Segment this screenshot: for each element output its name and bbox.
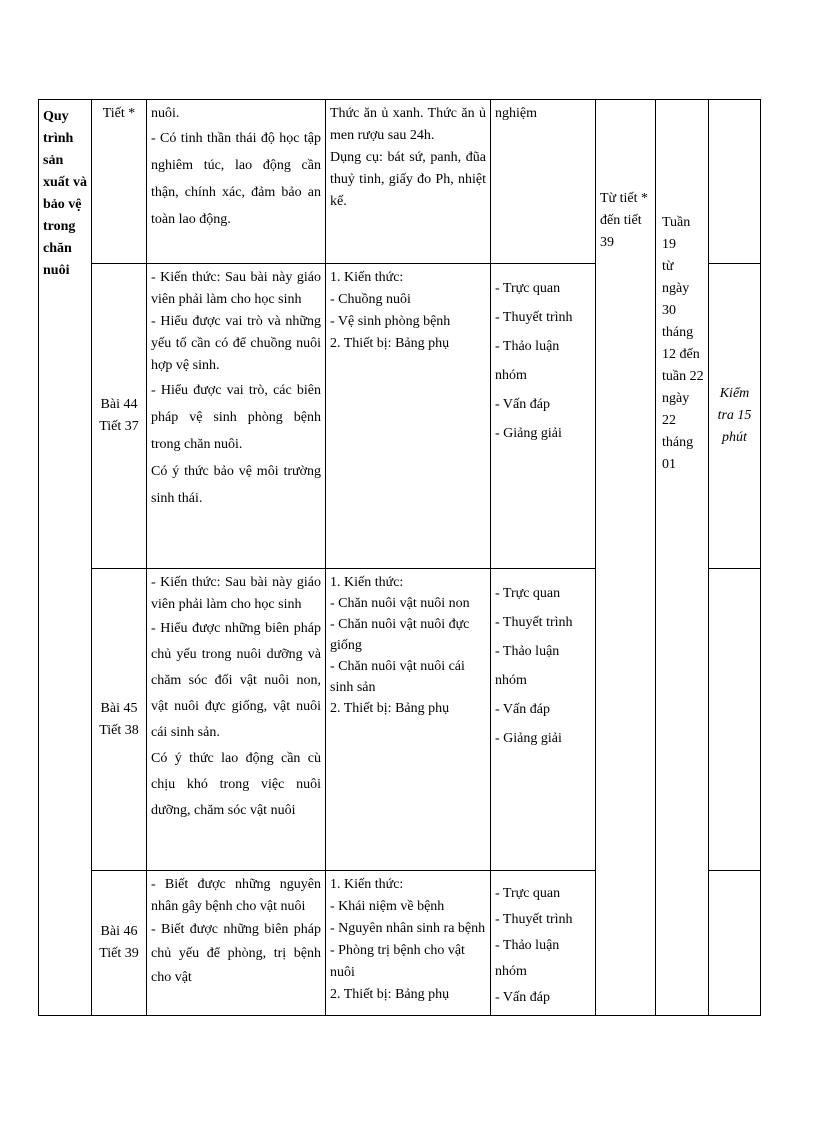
week-line: tháng [662, 435, 694, 450]
lesson-line: Bài 46 [100, 924, 138, 939]
method-line: - Vấn đáp [495, 702, 550, 717]
methods-cell [491, 264, 596, 569]
objective-line: Có ý thức bảo vệ môi trường sinh thái. [151, 464, 321, 506]
method-line: - Thuyết trình [495, 912, 573, 927]
material-line: - Nguyên nhân sinh ra bệnh [330, 921, 486, 936]
week-line: tuần 22 [662, 369, 704, 384]
method-line: nghiệm [495, 106, 537, 121]
method-line: - Trực quan [495, 586, 561, 601]
method-line: - Vấn đáp [495, 397, 550, 412]
material-line: 1. Kiến thức: [330, 877, 404, 892]
method-line: - Thuyết trình [495, 310, 573, 325]
lesson-plan-table [38, 99, 816, 1016]
table-row [39, 100, 816, 264]
lesson-line: Tiết 38 [99, 722, 139, 738]
lesson-cell [92, 871, 147, 1016]
method-line: - Thảo luận nhóm [495, 938, 560, 979]
materials-cell [326, 100, 491, 264]
method-line: - Thuyết trình [495, 615, 573, 630]
lesson-line: Tiết * [102, 106, 136, 121]
lesson-cell [92, 100, 147, 264]
material-line: 1. Kiến thức: [330, 575, 404, 590]
material-line: - Chăn nuôi vật nuôi đực giống [330, 617, 470, 653]
week-line: ngày 22 [662, 391, 690, 428]
objective-line: - Có tinh thần thái độ học tập nghiêm túc, lao động cần thận, chính xác, đảm bảo an toàn lao động. [151, 131, 321, 227]
week-line: 12 đến [662, 347, 700, 362]
objective-line: - Biết được những nguyên nhân gây bệnh cho vật nuôi [151, 877, 321, 914]
objectives-cell [147, 264, 326, 569]
objective-line: nuôi. [151, 106, 180, 121]
method-line: - Giảng giải [495, 426, 562, 441]
methods-cell [491, 569, 596, 871]
objectives-lines [151, 874, 321, 990]
objectives-lines [151, 103, 321, 233]
methods-lines [495, 579, 591, 753]
lesson-line: Tiết 37 [99, 419, 139, 434]
material-line: Thức ăn ủ xanh. Thức ăn ủ men rượu sau 24h. [330, 106, 486, 143]
materials-lines [330, 874, 486, 1006]
lesson-lines [96, 921, 142, 965]
week-line: từ ngày [662, 259, 690, 296]
material-line: 2. Thiết bị: Bảng phụ [330, 987, 450, 1002]
materials-lines [330, 103, 486, 213]
week-line: Tuần 19 [662, 215, 691, 252]
method-line: - Trực quan [495, 886, 561, 901]
lesson-lines [96, 394, 142, 438]
test-label: Kiểm tra 15 phút [717, 386, 752, 445]
objective-line: - Kiến thức: Sau bài này giáo viên phải làm cho học sinh [151, 270, 321, 307]
material-line: 2. Thiết bị: Bảng phụ [330, 336, 450, 351]
chapter-cell [39, 100, 92, 1016]
objective-line: Có ý thức lao động cần cù chịu khó trong việc nuôi dưỡng, chăm sóc vật nuôi [151, 751, 321, 818]
material-line: - Chăn nuôi vật nuôi non [330, 596, 470, 611]
objective-line: - Hiểu được những biên pháp chủ yếu trong nuôi dưỡng và chăm sóc đối vật nuôi non, vật nuôi đực giống, vật nuôi cái sinh sản. [151, 621, 321, 740]
method-line: - Giảng giải [495, 731, 562, 746]
objectives-lines [151, 572, 321, 824]
material-line: Dụng cụ: bát sứ, panh, đũa thuỷ tinh, giấy đo Ph, nhiệt kế. [330, 150, 486, 209]
lesson-line: Bài 44 [100, 397, 138, 412]
methods-cell [491, 100, 596, 264]
method-line: - Thảo luận nhóm [495, 644, 560, 688]
material-line: 1. Kiến thức: [330, 270, 404, 285]
materials-lines [330, 572, 486, 719]
week-line: 01 [662, 457, 676, 472]
material-line: - Chăn nuôi vật nuôi cái sinh sản [330, 659, 465, 695]
chapter-title: Quy trình sản xuất và bảo vệ trong chăn nuôi [43, 109, 87, 278]
material-line: - Phòng trị bệnh cho vật nuôi [330, 943, 465, 980]
method-line: - Trực quan [495, 281, 561, 296]
week-line: 30 [662, 303, 676, 318]
objectives-cell [147, 871, 326, 1016]
materials-cell [326, 569, 491, 871]
materials-cell [326, 264, 491, 569]
lesson-line: Bài 45 [100, 700, 138, 716]
method-line: - Thảo luận nhóm [495, 339, 560, 383]
objectives-lines [151, 267, 321, 512]
materials-lines [330, 267, 486, 355]
test-cell-empty [709, 569, 761, 871]
test-cell-empty [709, 871, 761, 1016]
material-line: - Khái niệm về bệnh [330, 899, 445, 914]
objective-line: - Hiểu được vai trò, các biên pháp vệ sinh phòng bệnh trong chăn nuôi. [151, 383, 321, 452]
methods-lines [495, 274, 591, 448]
lesson-line: Tiết 39 [99, 946, 139, 961]
material-line: - Vệ sinh phòng bệnh [330, 314, 451, 329]
objectives-cell [147, 100, 326, 264]
week-lines [662, 212, 704, 476]
week-line: tháng [662, 325, 694, 340]
test-cell-empty [709, 100, 761, 264]
methods-cell [491, 871, 596, 1016]
material-line: - Chuồng nuôi [330, 292, 411, 307]
week-range-cell [656, 100, 709, 1016]
lesson-cell [92, 264, 147, 569]
test-cell [709, 264, 761, 569]
methods-lines [495, 881, 591, 1011]
objectives-cell [147, 569, 326, 871]
period-range-text: Từ tiết * đến tiết 39 [600, 191, 649, 250]
objective-line: - Hiểu được vai trò và những yếu tố cần có để chuồng nuôi hợp vệ sinh. [151, 314, 321, 373]
lesson-lines [96, 103, 142, 125]
material-line: 2. Thiết bị: Bảng phụ [330, 701, 450, 716]
lesson-lines [96, 698, 142, 742]
method-line: - Vấn đáp [495, 990, 550, 1005]
methods-lines [495, 103, 591, 125]
materials-cell [326, 871, 491, 1016]
period-range-cell [596, 100, 656, 1016]
objective-line: - Kiến thức: Sau bài này giáo viên phải làm cho học sinh [151, 575, 321, 612]
objective-line: - Biết được những biên pháp chủ yếu để phòng, trị bệnh cho vật [151, 922, 321, 985]
lesson-cell [92, 569, 147, 871]
